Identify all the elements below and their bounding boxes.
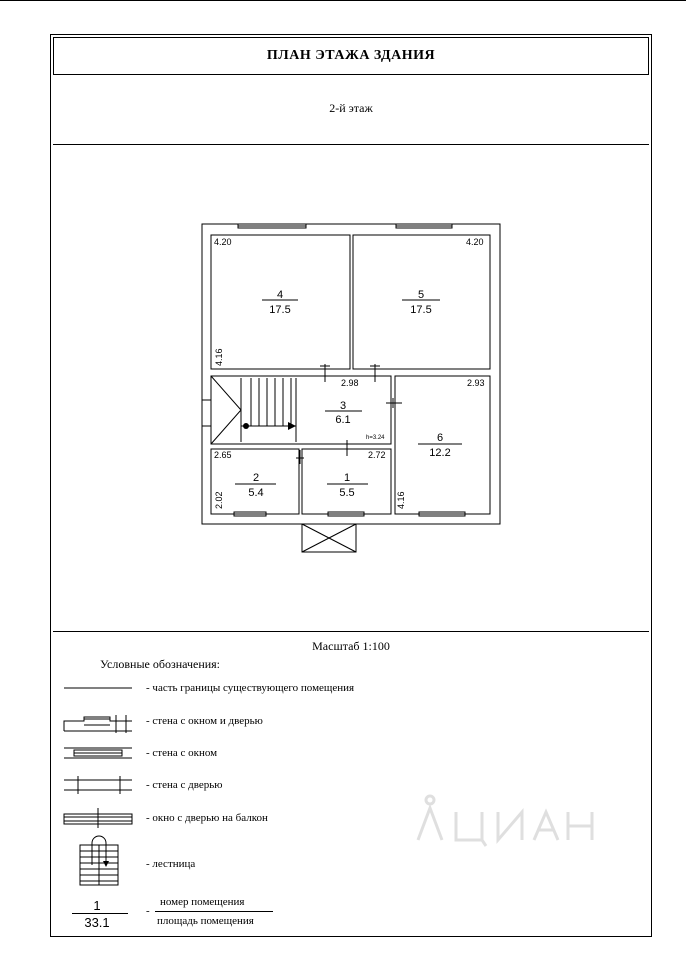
room-4-number: 4 xyxy=(276,289,284,301)
legend-boundary-symbol xyxy=(62,682,134,694)
legend-balcony-text: - окно с дверью на балкон xyxy=(146,812,268,824)
legend-stair-symbol xyxy=(78,835,122,887)
legend-stair-text: - лестница xyxy=(146,858,196,870)
legend-example-number: 1 xyxy=(93,898,101,913)
header-divider xyxy=(53,144,649,145)
outer-wall xyxy=(202,224,500,524)
stair-arrow-icon xyxy=(288,422,296,430)
legend-example-dash: - xyxy=(146,905,150,917)
room-6-outline xyxy=(395,376,490,514)
legend-area-label: площадь помещения xyxy=(157,915,254,927)
legend-divider xyxy=(53,631,649,632)
legend-boundary-text: - часть границы существующего помещения xyxy=(146,682,355,694)
legend-title: Условные обозначения: xyxy=(100,657,221,671)
stair-start-dot xyxy=(243,423,249,429)
room-2-area: 5.4 xyxy=(248,487,264,499)
legend-window-door-symbol xyxy=(62,713,134,733)
room-3-outline xyxy=(211,376,391,444)
stair-flight xyxy=(211,376,241,444)
top-edge-line xyxy=(0,0,686,1)
room-6-number: 6 xyxy=(436,432,444,444)
legend-window-symbol xyxy=(62,745,134,761)
window-left xyxy=(202,400,211,426)
floor-plan-svg xyxy=(190,214,510,560)
dim-room5-width: 4.20 xyxy=(466,237,484,247)
room-5-area: 17.5 xyxy=(410,304,432,316)
dim-room2-width: 2.65 xyxy=(214,450,232,460)
room-1-number: 1 xyxy=(343,472,351,484)
room-4-area: 17.5 xyxy=(269,304,291,316)
legend-balcony-symbol xyxy=(62,808,134,828)
dim-room6-width: 2.93 xyxy=(467,378,485,388)
floor-plan xyxy=(190,214,510,560)
room-5-outline xyxy=(353,235,490,369)
dim-room2-height: 2.02 xyxy=(214,491,224,509)
dim-room1-width: 2.72 xyxy=(368,450,386,460)
legend-window-text: - стена с окном xyxy=(146,747,218,759)
dim-room4-width: 4.20 xyxy=(214,237,232,247)
legend-door-text: - стена с дверью xyxy=(146,779,223,791)
dim-room4-height: 4.16 xyxy=(214,348,224,366)
legend-stair-arrow-icon xyxy=(103,861,109,867)
room-6-area: 12.2 xyxy=(429,447,451,459)
legend-example-area: 33.1 xyxy=(84,915,110,930)
room-4-outline xyxy=(211,235,350,369)
legend-window-door-text: - стена с окном и дверью xyxy=(146,715,263,727)
legend-door-symbol xyxy=(62,776,134,794)
dim-room3-width: 2.98 xyxy=(341,378,359,388)
dim-stair-height: h=3.24 xyxy=(366,435,385,441)
room-2-number: 2 xyxy=(252,472,260,484)
legend-example-line xyxy=(72,913,128,914)
room-5-number: 5 xyxy=(417,289,425,301)
legend-number-label: номер помещения xyxy=(160,896,245,908)
page-title: ПЛАН ЭТАЖА ЗДАНИЯ xyxy=(53,37,649,75)
dim-room6-height: 4.16 xyxy=(396,491,406,509)
scale-label: Масштаб 1:100 xyxy=(312,639,390,653)
room-3-area: 6.1 xyxy=(335,414,351,426)
room-1-area: 5.5 xyxy=(339,487,355,499)
legend-example-expl-line xyxy=(155,911,273,912)
floor-label: 2-й этаж xyxy=(329,101,373,115)
cian-watermark-logo xyxy=(400,790,600,860)
room-3-number: 3 xyxy=(339,400,347,412)
